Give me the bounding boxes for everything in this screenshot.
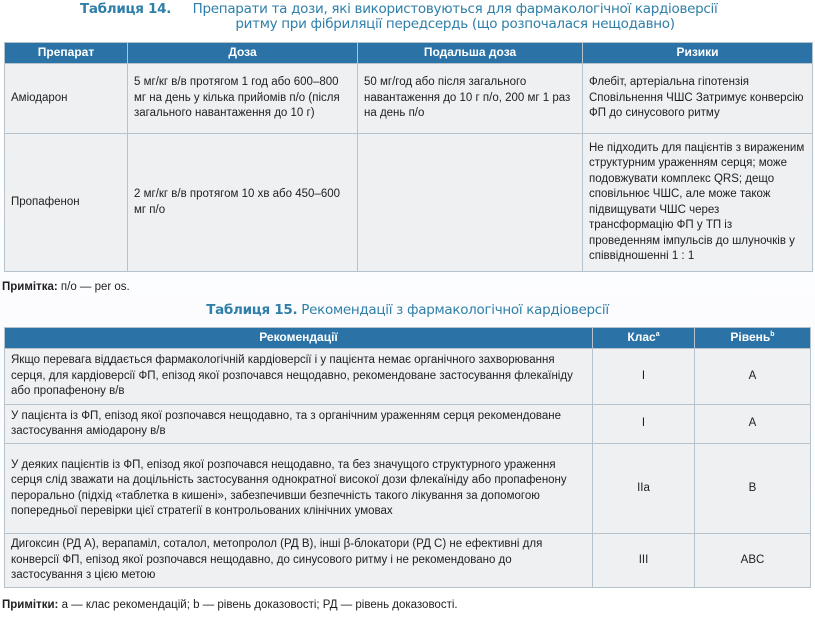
table15-caption-label: Таблиця 15. [206,302,298,318]
table14-header-row [5,43,813,64]
table-row [5,134,813,272]
class-footnote-mark: a [655,331,660,339]
level-cell: A [695,349,811,405]
table14-caption [0,2,815,32]
recommendation-cell: У пацієнта із ФП, епізод якої розпочався нещодавно, та з органічним ураженням серця рекомендоване застосування аміодарону в/в [5,405,593,444]
header-recommendations: Рекомендації [5,328,593,349]
dose-cell: 2 мг/кг в/в протягом 10 хв або 450–600 мг п/о [128,134,358,272]
table15-caption-text: Рекомендації з фармакологічної кардіоверсії [301,302,609,318]
header-next-dose: Подальша доза [358,43,583,64]
table15-header-row [5,328,811,349]
header-class: Клас$^a$ [593,328,695,349]
drug-cell: Аміодарон [5,64,128,134]
class-cell: I [593,349,695,405]
table-row [5,444,811,534]
class-cell: III [593,534,695,588]
risks-cell: Флебіт, артеріальна гіпотензія Сповільнення ЧШС Затримує конверсію ФП до синусового ритму [583,64,813,134]
class-cell: I [593,405,695,444]
drug-cell: Пропафенон [5,134,128,272]
level-cell: ABC [695,534,811,588]
table-row [5,64,813,134]
recommendation-cell: У деяких пацієнтів із ФП, епізод якої розпочався нещодавно, та без значущого структурного ураження серця слід зважати на доцільність застосування однократної високої дози флекаїніду або пропафенону перорально (підхід «таблетка в кишені», забезпечивши безпечність такого лікування за допомогою попередньої перевірки цієї стратегії в контрольованих клінічних умовах [5,444,593,534]
level-footnote-mark: b [770,331,775,339]
note-label: Примітки: [2,599,59,611]
table14-caption-label: Таблиця 14. [79,1,172,17]
table-row [5,405,811,444]
header-drug: Препарат [5,43,128,64]
table14 [4,42,813,272]
dose-cell: 5 мг/кг в/в протягом 1 год або 600–800 мг на день у кількa прийомів п/о (після загального навантаження до 10 г) [128,64,358,134]
table-row [5,534,811,588]
table15 [4,327,811,588]
recommendation-cell: Дигоксин (РД A), верапаміл, соталол, метопролол (РД B), інші β-блокатори (РД C) не ефективні для конверсії ФП, епізод якої розпочався нещодавно, до синусового ритму і не рекомендовано до застосування з цією метою [5,534,593,588]
table-row [5,349,811,405]
level-cell: A [695,405,811,444]
note-text: п/о — per os. [60,281,130,293]
table14-note [2,281,130,293]
level-cell: B [695,444,811,534]
table15-caption [0,303,815,318]
next-dose-cell: 50 мг/год або після загального навантаження до 10 г п/о, 200 мг 1 раз на день п/о [358,64,583,134]
note-text: a — клас рекомендацій; b — рівень доказовості; РД — рівень доказовості. [61,599,458,611]
note-label: Примітка: [2,281,58,293]
risks-cell: Не підходить для пацієнтів з вираженим структурним ураженням серця; може подовжувати комплекс QRS; дещо сповільнює ЧШС, але може також підвищувати ЧШС через трансформацію ФП у ТП із проведенням імпульсів до шлуночків у співвідношенні 1 : 1 [583,134,813,272]
next-dose-cell [358,134,583,272]
table15-note [2,599,458,611]
recommendation-cell: Якщо перевага віддається фармакологічній кардіоверсії і у пацієнта немає органічного захворювання серця, для кардіоверсії ФП, епізод якої розпочався нещодавно, рекомендоване застосування флекаїніду або пропафенону в/в [5,349,593,405]
header-level: Рівень$^b$ [695,328,811,349]
class-cell: IIa [593,444,695,534]
table14-caption-text: Препарати та дози, які використовуються для фармакологічної кардіоверсії ритму при фібриляції передсердь (що розпочалася нещодавно) [192,1,718,32]
header-risks: Ризики [583,43,813,64]
header-dose: Доза [128,43,358,64]
